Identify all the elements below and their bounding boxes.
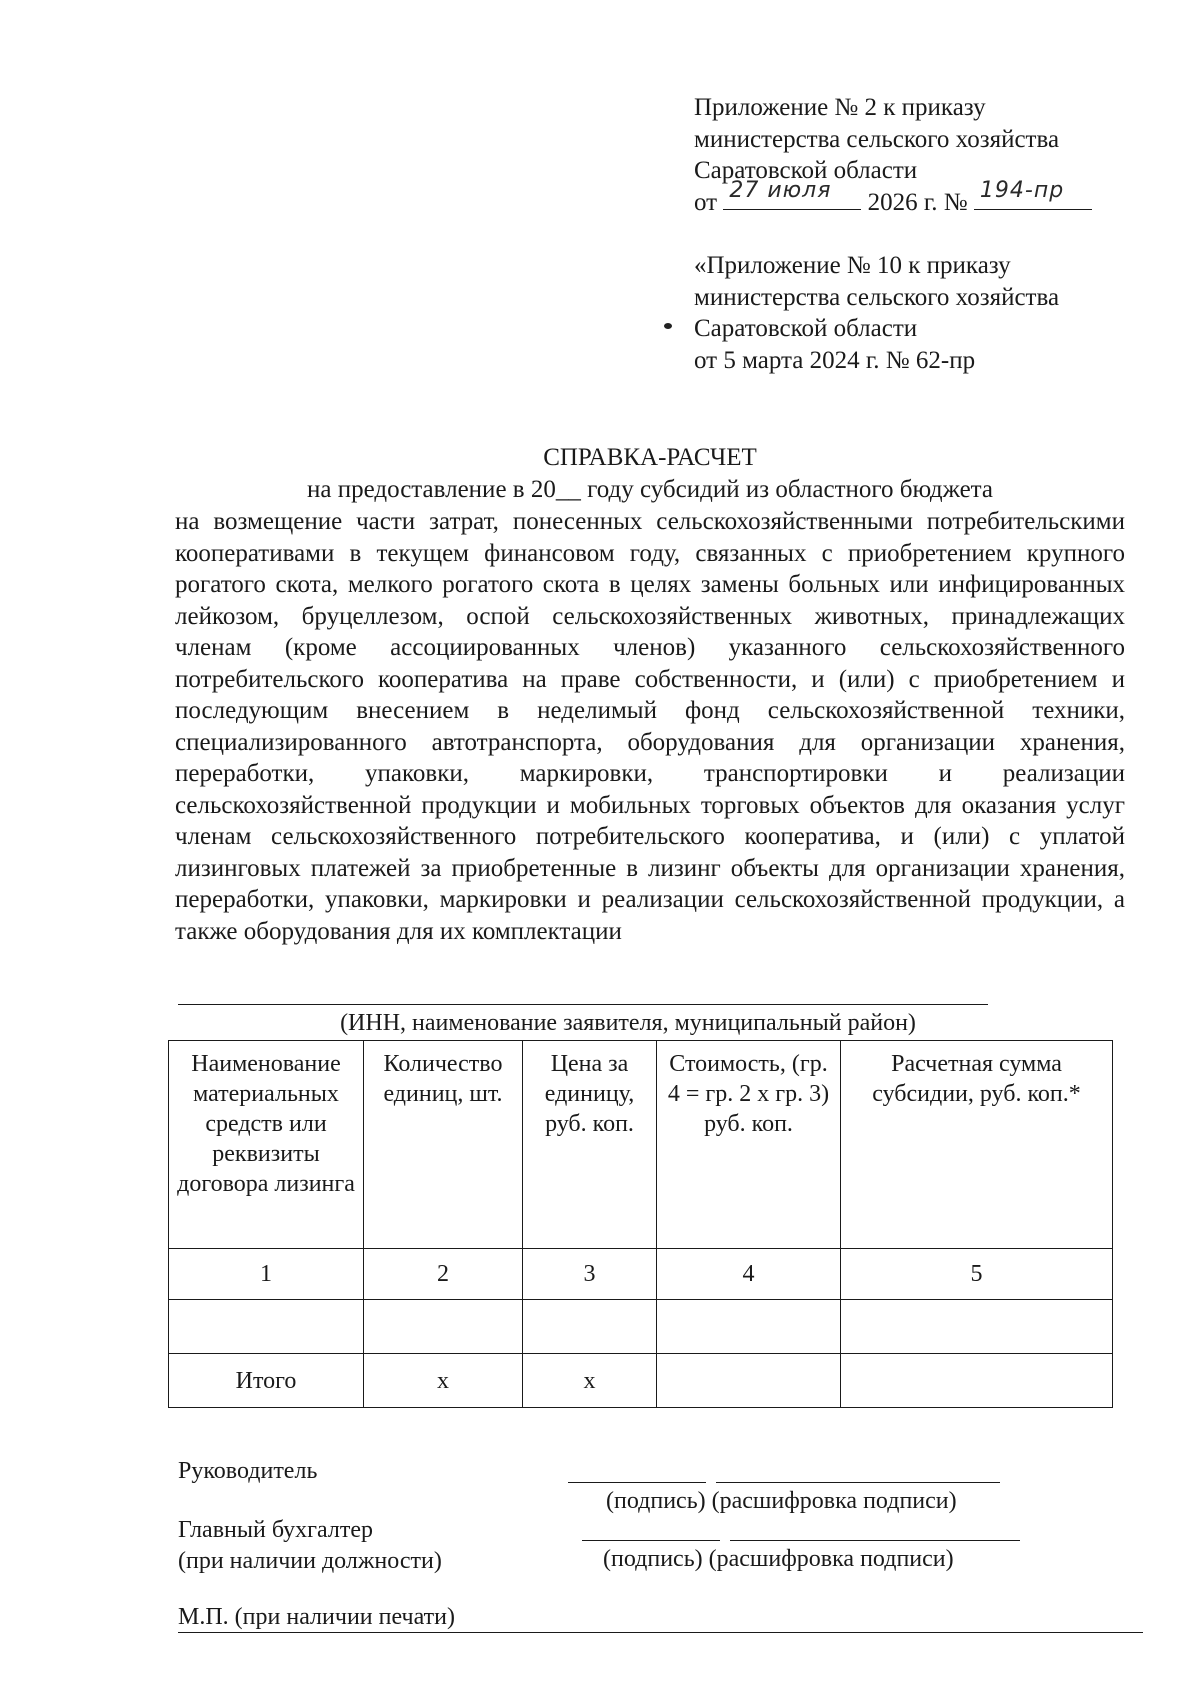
handwritten-date: 27 июля: [729, 178, 832, 203]
total-cell: [841, 1354, 1113, 1408]
appendix-header-new: [694, 92, 1092, 218]
header-cell: Цена за единицу, руб. коп.: [523, 1041, 657, 1249]
head-label: Руководитель: [178, 1458, 318, 1484]
header-cell: Расчетная сумма субсидии, руб. коп.*: [841, 1041, 1113, 1249]
bottom-rule: [178, 1632, 1143, 1633]
accountant-label-note: (при наличии должности): [178, 1548, 442, 1574]
column-number-row: [169, 1249, 1113, 1300]
head-name-line: [716, 1482, 1000, 1483]
calculation-table: [168, 1040, 1113, 1408]
total-cell: [657, 1354, 841, 1408]
appendix-header-old: [694, 250, 1059, 376]
applicant-underline: [178, 1004, 988, 1005]
appendix-line: министерства сельского хозяйства: [694, 125, 1060, 153]
column-number-cell: 1: [169, 1249, 364, 1300]
date-blank: [723, 178, 861, 210]
accountant-caption: (подпись) (расшифровка подписи): [603, 1546, 954, 1572]
bullet-mark: [664, 323, 672, 329]
header-cell: Количество единиц, шт.: [364, 1041, 523, 1249]
table-cell: [657, 1300, 841, 1354]
appendix-line: от 5 марта 2024 г. № 62-пр: [694, 346, 976, 374]
accountant-label: Главный бухгалтер: [178, 1517, 373, 1543]
head-signature-line: [568, 1482, 706, 1483]
year-text: 2026 г. №: [867, 188, 968, 216]
table-cell: [169, 1300, 364, 1354]
header-cell: Наименование материальных средств или реквизиты договора лизинга: [169, 1041, 364, 1249]
table-header-row: [169, 1041, 1113, 1249]
total-row: [169, 1354, 1113, 1408]
table-cell: [364, 1300, 523, 1354]
document-body: на возмещение части затрат, понесенных сельскохозяйственными потребительскими кооперативами в текущем финансовом году, связанных с приобретением крупного рогатого скота, мелкого рогатого скота в целях замены больных или инфицированных лейкозом, бруцеллезом, оспой сельскохозяйственных животных, принадлежащих членам (кроме ассоциированных членов) указанного сельскохозяйственного потребительского кооператива на праве собственности, и (или) с приобретением и последующим внесением в неделимый фонд сельскохозяйственной техники, специализированного автотранспорта, оборудования для организации хранения, переработки, упаковки, маркировки, транспортировки и реализации сельскохозяйственной продукции и мобильных торговых объектов для оказания услуг членам сельскохозяйственного потребительского кооператива, и (или) с уплатой лизинговых платежей за приобретенные в лизинг объекты для организации хранения, переработки, упаковки, маркировки и реализации сельскохозяйственной продукции, а также оборудования для их комплектации: [175, 508, 1125, 945]
date-prefix: от: [694, 188, 718, 216]
column-number-cell: 3: [523, 1249, 657, 1300]
accountant-name-line: [730, 1540, 1020, 1541]
table-cell: [523, 1300, 657, 1354]
appendix-line: «Приложение № 10 к приказу: [694, 252, 1011, 279]
number-blank: [974, 178, 1092, 210]
table-cell: [841, 1300, 1113, 1354]
accountant-signature-line: [582, 1540, 720, 1541]
appendix-line: Саратовской области: [694, 157, 918, 184]
total-cell: х: [523, 1354, 657, 1408]
applicant-caption: (ИНН, наименование заявителя, муниципальный район): [340, 1010, 916, 1036]
header-cell: Стоимость, (гр. 4 = гр. 2 х гр. 3) руб. коп.: [657, 1041, 841, 1249]
total-label-cell: Итого: [169, 1354, 364, 1408]
column-number-cell: 4: [657, 1249, 841, 1300]
appendix-line: Саратовской области: [694, 315, 918, 342]
table-row: [169, 1300, 1113, 1354]
column-number-cell: 5: [841, 1249, 1113, 1300]
stamp-label: М.П. (при наличии печати): [178, 1604, 455, 1630]
appendix-date-line: [694, 178, 1092, 219]
handwritten-number: 194-пр: [979, 178, 1065, 203]
document-subtitle: на предоставление в 20__ году субсидий из областного бюджета: [307, 476, 993, 503]
appendix-line: Приложение № 2 к приказу: [694, 94, 986, 121]
total-cell: х: [364, 1354, 523, 1408]
document-title: СПРАВКА-РАСЧЕТ: [543, 444, 757, 471]
appendix-line: министерства сельского хозяйства: [694, 283, 1060, 311]
column-number-cell: 2: [364, 1249, 523, 1300]
head-caption: (подпись) (расшифровка подписи): [606, 1488, 957, 1514]
